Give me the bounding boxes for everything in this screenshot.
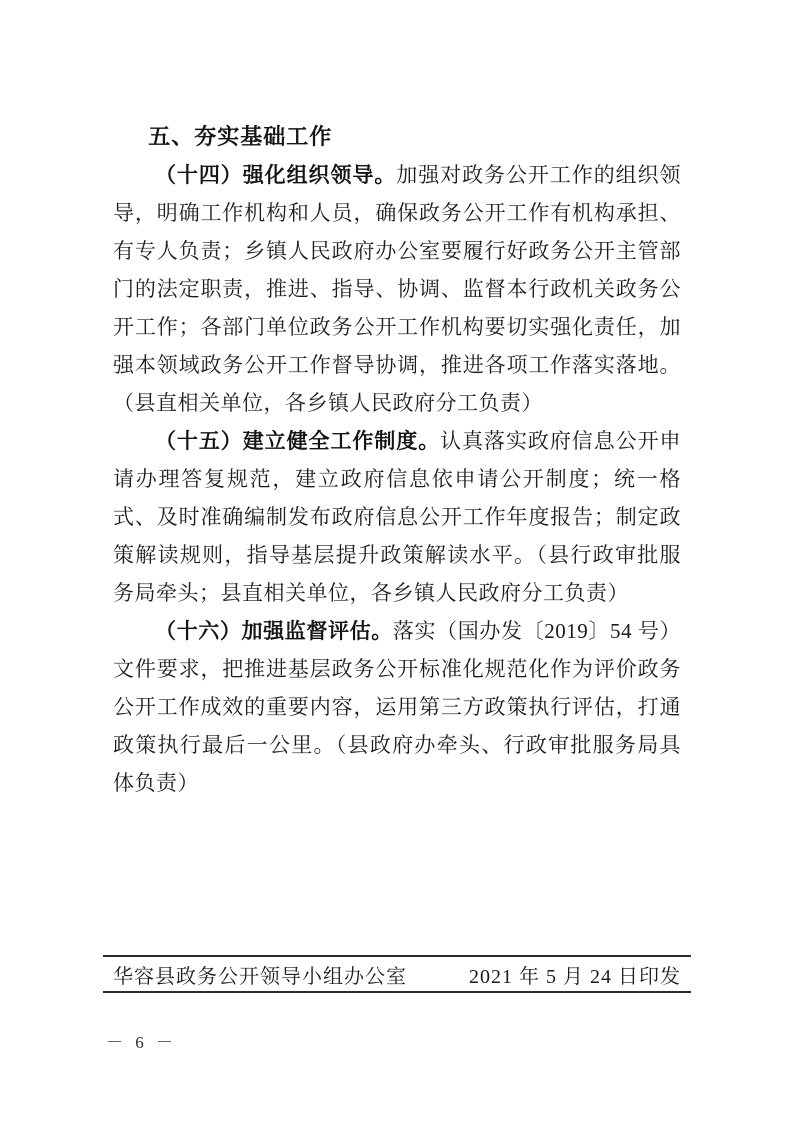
footer-print-date: 2021 年 5 月 24 日印发 [469,965,681,988]
paragraph-text: 加强对政务公开工作的组织领导，明确工作机构和人员，确保政务公开工作有机构承担、有专人负责；乡镇人民政府办公室要履行好政务公开主管部门的法定职责，推进、指导、协调、监督本行政机关政务公开工作；各部门单位政务公开工作机构要切实强化责任，加强本领域政务公开工作督导协调，推进各项工作落实落地。（县直相关单位，各乡镇人民政府分工负责） [113,163,682,415]
paragraph-lead: （十六）加强监督评估。 [155,619,393,643]
paragraph-text: 落实（国办发〔2019〕54 号）文件要求，把推进基层政务公开标准化规范化作为评价政务公开工作成效的重要内容，运用第三方政策执行评估，打通政策执行最后一公里。（县政府办牵头、行政审批服务局具体负责） [113,619,681,795]
paragraph-item-16 [113,612,681,802]
document-footer [113,957,681,991]
page-number: － 6 － [106,1033,177,1052]
footer-divider-bottom [103,991,691,993]
paragraph-item-14 [113,156,681,422]
paragraph-item-15 [113,422,681,612]
footer-issuer: 华容县政务公开领导小组办公室 [113,965,407,988]
paragraph-lead: （十四）强化组织领导。 [155,163,397,187]
section-heading: 五、夯实基础工作 [148,124,333,149]
paragraph-text: 认真落实政府信息公开申请办理答复规范，建立政府信息依申请公开制度；统一格式、及时准确编制发布政府信息公开工作年度报告；制定政策解读规则，指导基层提升政策解读水平。（县行政审批服务局牵头；县直相关单位，各乡镇人民政府分工负责） [113,429,682,605]
document-body [113,118,681,802]
paragraph-lead: （十五）建立健全工作制度。 [155,429,441,453]
